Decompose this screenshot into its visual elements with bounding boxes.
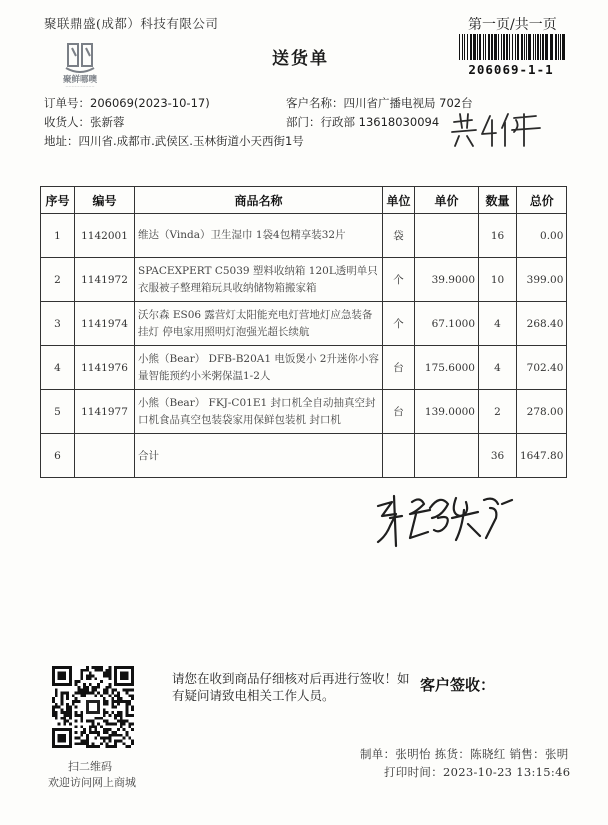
table-row [41, 390, 567, 434]
cell-seq: 6 [41, 434, 75, 478]
cell-qty: 10 [479, 258, 517, 302]
order-number: 订单号：206069(2023-10-17) [44, 96, 210, 110]
qr-code-image [52, 666, 134, 748]
cell-unit: 台 [383, 390, 415, 434]
cell-total-label: 合计 [135, 434, 383, 478]
cell-code: 1141976 [75, 346, 135, 390]
cell-qty: 4 [479, 302, 517, 346]
customer-name: 客户名称：四川省广播电视局 702台 [286, 96, 473, 110]
cell-code: 1141977 [75, 390, 135, 434]
logo-text: 聚鲜哪噢 [62, 75, 98, 85]
header-price: 单价 [415, 187, 479, 214]
qr-label: 扫二维码 [68, 760, 112, 773]
table-total-row [41, 434, 567, 478]
header-total: 总价 [517, 187, 567, 214]
customer-sign-label: 客户签收： [420, 676, 496, 694]
cell-unit: 台 [383, 346, 415, 390]
cell-seq: 3 [41, 302, 75, 346]
company-name: 聚联鼎盛(成都）科技有限公司 [44, 16, 219, 31]
cell-seq: 1 [41, 214, 75, 258]
receiver-name: 收货人：张新蓉 [44, 115, 125, 129]
cell-name: 小熊（Bear） FKJ-C01E1 封口机全自动抽真空封口机食品真空包装袋家用保鲜包装机 封口机 [135, 390, 383, 434]
table-row [41, 214, 567, 258]
table-header-row [41, 187, 567, 214]
notice-text: 请您在收到商品仔细核对后再进行签收！如有疑问请致电相关工作人员。 [172, 671, 410, 703]
header-seq: 序号 [41, 187, 75, 214]
cell-code-empty [75, 434, 135, 478]
department: 部门：行政部 13618030094 [286, 115, 440, 129]
delivery-address: 地址：四川省.成都市.武侯区.玉林街道小天西街1号 [44, 134, 304, 148]
cell-unit: 个 [383, 258, 415, 302]
cell-total: 399.00 [517, 258, 567, 302]
cell-seq: 5 [41, 390, 75, 434]
page-info: 第一页/共一页 [468, 17, 557, 33]
cell-price: 67.1000 [415, 302, 479, 346]
cell-total: 278.00 [517, 390, 567, 434]
cell-qty: 16 [479, 214, 517, 258]
svg-text:~~~~~~~~~~: ~~~~~~~~~~ [65, 85, 95, 89]
cell-unit: 个 [383, 302, 415, 346]
qr-sublabel: 欢迎访问网上商城 [48, 776, 136, 789]
cell-code: 1141972 [75, 258, 135, 302]
cell-total-qty: 36 [479, 434, 517, 478]
cell-qty: 4 [479, 346, 517, 390]
cell-price: 175.6000 [415, 346, 479, 390]
cell-name: 小熊（Bear） DFB-B20A1 电饭煲小 2升迷你小容量智能预约小米粥保温1-2人 [135, 346, 383, 390]
cell-qty: 2 [479, 390, 517, 434]
table-row [41, 346, 567, 390]
cell-seq: 2 [41, 258, 75, 302]
cell-code: 1142001 [75, 214, 135, 258]
company-logo-icon [54, 38, 106, 90]
cell-name: 沃尔森 ES06 露营灯太阳能充电灯营地灯应急装备挂灯 停电家用照明灯泡强光超长续航 [135, 302, 383, 346]
document-title: 送货单 [272, 49, 329, 69]
cell-price [415, 214, 479, 258]
cell-total: 0.00 [517, 214, 567, 258]
table-row [41, 302, 567, 346]
cell-unit: 袋 [383, 214, 415, 258]
staff-info: 制单：张明怡 拣货：陈晓红 销售：张明 [360, 747, 569, 761]
barcode-number: 206069-1-1 [468, 62, 554, 77]
print-time: 打印时间：2023-10-23 13:15:46 [384, 765, 571, 779]
cell-name: 维达（Vinda）卫生湿巾 1袋4包精享装32片 [135, 214, 383, 258]
header-name: 商品名称 [135, 187, 383, 214]
header-unit: 单位 [383, 187, 415, 214]
cell-total: 702.40 [517, 346, 567, 390]
cell-price-empty [415, 434, 479, 478]
cell-seq: 4 [41, 346, 75, 390]
cell-price: 139.0000 [415, 390, 479, 434]
header-qty: 数量 [479, 187, 517, 214]
barcode-image [458, 34, 566, 60]
cell-code: 1141974 [75, 302, 135, 346]
cell-total: 268.40 [517, 302, 567, 346]
handwritten-note-image [450, 110, 550, 150]
table-row [41, 258, 567, 302]
cell-unit-empty [383, 434, 415, 478]
customer-signature-image [372, 488, 522, 558]
items-table [40, 186, 567, 478]
header-code: 编号 [75, 187, 135, 214]
cell-name: SPACEXPERT C5039 塑料收纳箱 120L透明单只衣服被子整理箱玩具收纳储物箱搬家箱 [135, 258, 383, 302]
cell-grand-total: 1647.80 [517, 434, 567, 478]
cell-price: 39.9000 [415, 258, 479, 302]
